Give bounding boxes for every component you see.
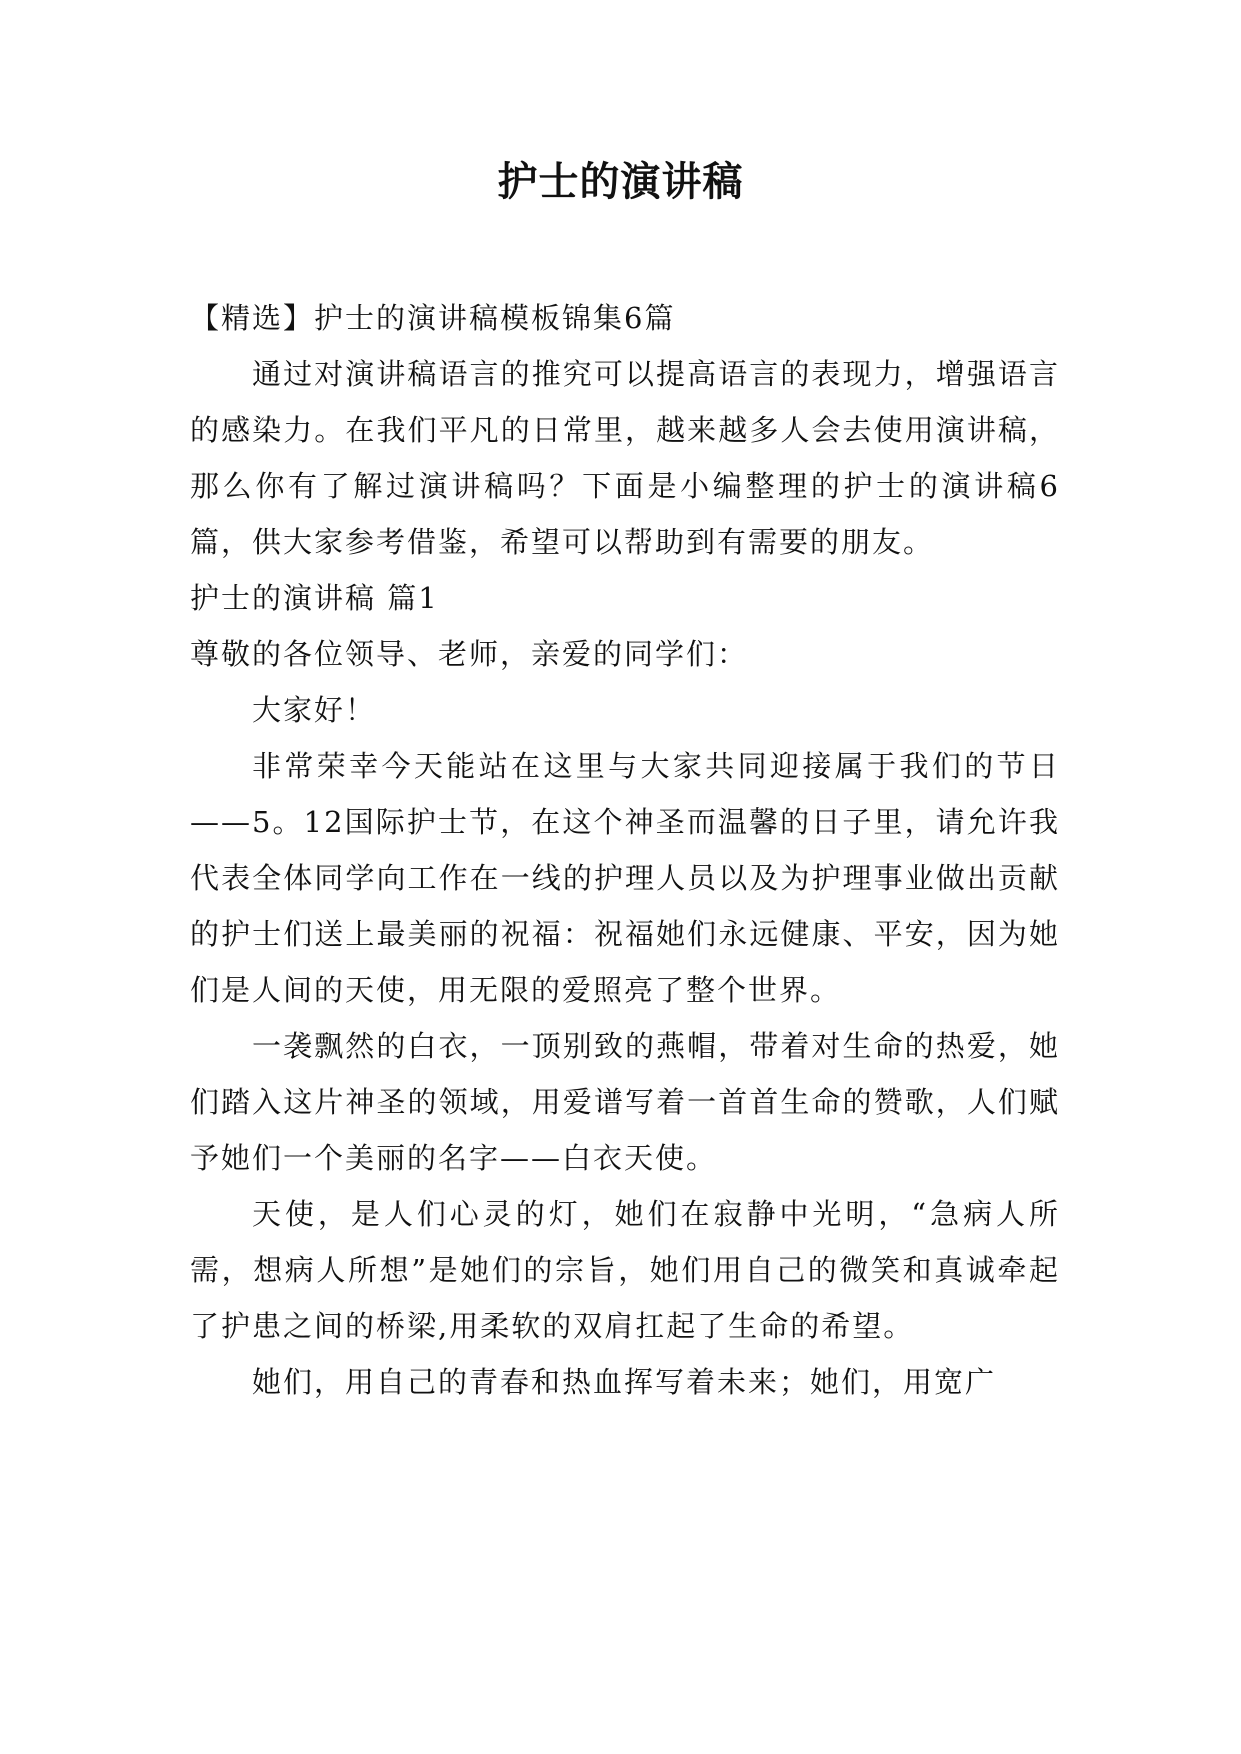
document-subtitle: 【精选】护士的演讲稿模板锦集6篇: [190, 301, 676, 335]
salutation: 尊敬的各位领导、老师，亲爱的同学们：: [190, 637, 749, 671]
body-paragraph: 非常荣幸今天能站在这里与大家共同迎接属于我们的节日——5。12国际护士节，在这个神圣而温馨的日子里，请允许我代表全体同学向工作在一线的护理人员以及为护理事业做出贡献的护士们送上最美丽的祝福：祝福她们永远健康、平安，因为她们是人间的天使，用无限的爱照亮了整个世界。: [190, 749, 1060, 1007]
body-paragraph: 天使，是人们心灵的灯，她们在寂静中光明，“急病人所需，想病人所想”是她们的宗旨，她们用自己的微笑和真诚牵起了护患之间的桥梁,用柔软的双肩扛起了生命的希望。: [190, 1197, 1060, 1343]
section-heading: 护士的演讲稿 篇1: [190, 581, 439, 615]
document-body: [190, 290, 1060, 1410]
document-title: 护士的演讲稿: [497, 159, 744, 205]
intro-paragraph: 通过对演讲稿语言的推究可以提高语言的表现力，增强语言的感染力。在我们平凡的日常里，越来越多人会去使用演讲稿，那么你有了解过演讲稿吗？下面是小编整理的护士的演讲稿6篇，供大家参考借鉴，希望可以帮助到有需要的朋友。: [190, 357, 1060, 559]
body-paragraph: 她们，用自己的青春和热血挥写着未来；她们，用宽广: [252, 1365, 997, 1399]
body-paragraph: 一袭飘然的白衣，一顶别致的燕帽，带着对生命的热爱，她们踏入这片神圣的领域，用爱谱写着一首首生命的赞歌，人们赋予她们一个美丽的名字——白衣天使。: [190, 1029, 1060, 1175]
greeting: 大家好！: [252, 693, 377, 727]
